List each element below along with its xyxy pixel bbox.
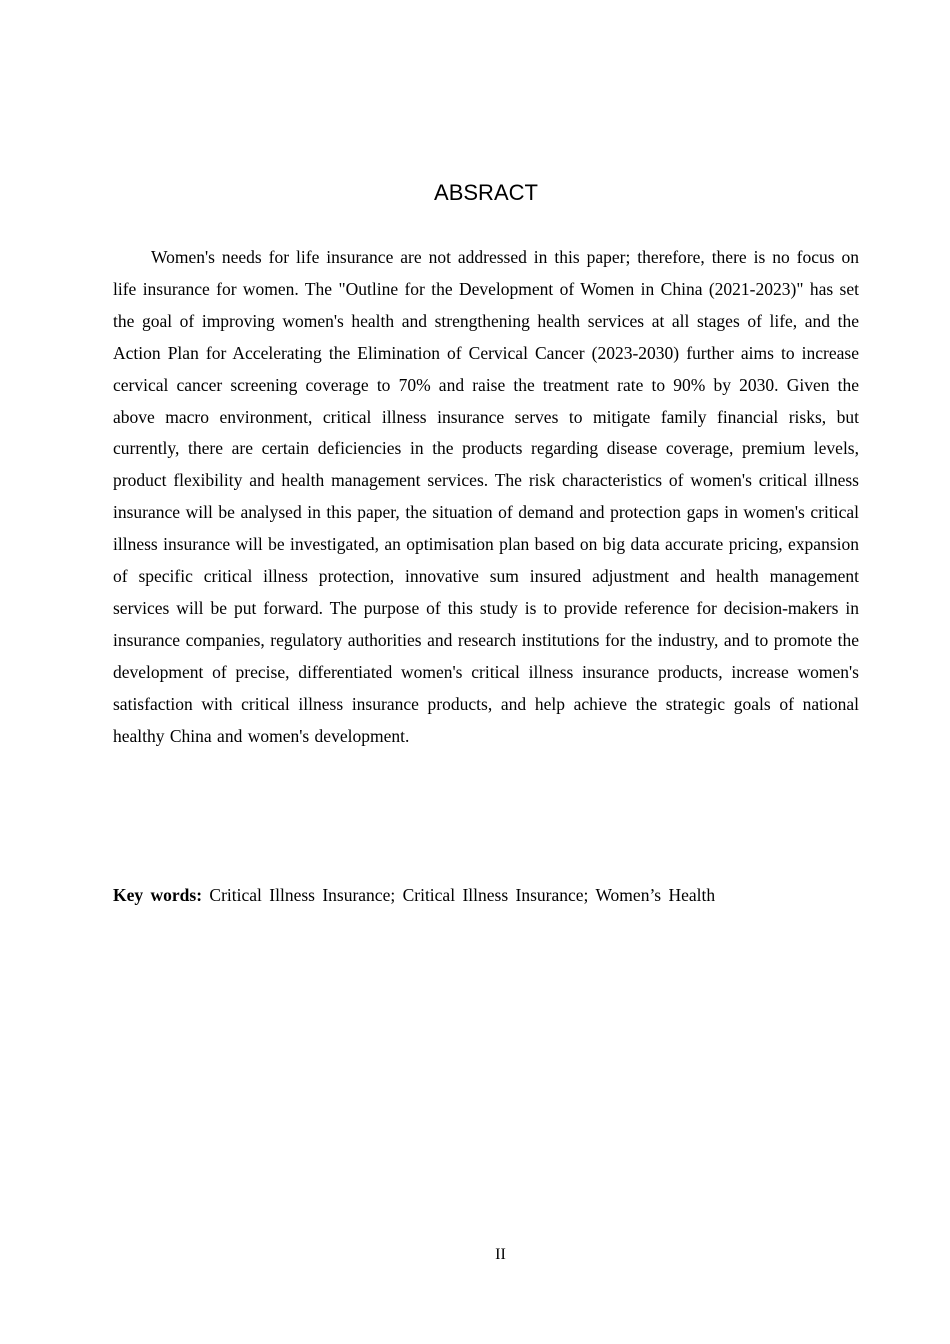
abstract-title: ABSRACT <box>434 180 538 205</box>
keywords-line <box>113 880 859 912</box>
abstract-paragraph: Women's needs for life insurance are not addressed in this paper; therefore, there is no focus on life insurance for women. The "Outline for the Development of Women in China (2021-2023)" has set the goal of improving women's health and strengthening health services at all stages of life, and the Action Plan for Accelerating the Elimination of Cervical Cancer (2023-2030) further aims to increase cervical cancer screening coverage to 70% and raise the treatment rate to 90% by 2030. Given the above macro environment, critical illness insurance serves to mitigate family financial risks, but currently, there are certain deficiencies in the products regarding disease coverage, premium levels, product flexibility and health management services. The risk characteristics of women's critical illness insurance will be analysed in this paper, the situation of demand and protection gaps in women's critical illness insurance will be investigated, an optimisation plan based on big data accurate pricing, expansion of specific critical illness protection, innovative sum insured adjustment and health management services will be put forward. The purpose of this study is to provide reference for decision-makers in insurance companies, regulatory authorities and research institutions for the industry, and to promote the development of precise, differentiated women's critical illness insurance products, increase women's satisfaction with critical illness insurance products, and help achieve the strategic goals of national healthy China and women's development. <box>113 247 859 746</box>
keywords-text: Critical Illness Insurance; Critical Illness Insurance; Women’s Health <box>209 885 716 905</box>
page-number: II <box>495 1246 506 1263</box>
keywords-label: Key words: <box>113 885 203 905</box>
